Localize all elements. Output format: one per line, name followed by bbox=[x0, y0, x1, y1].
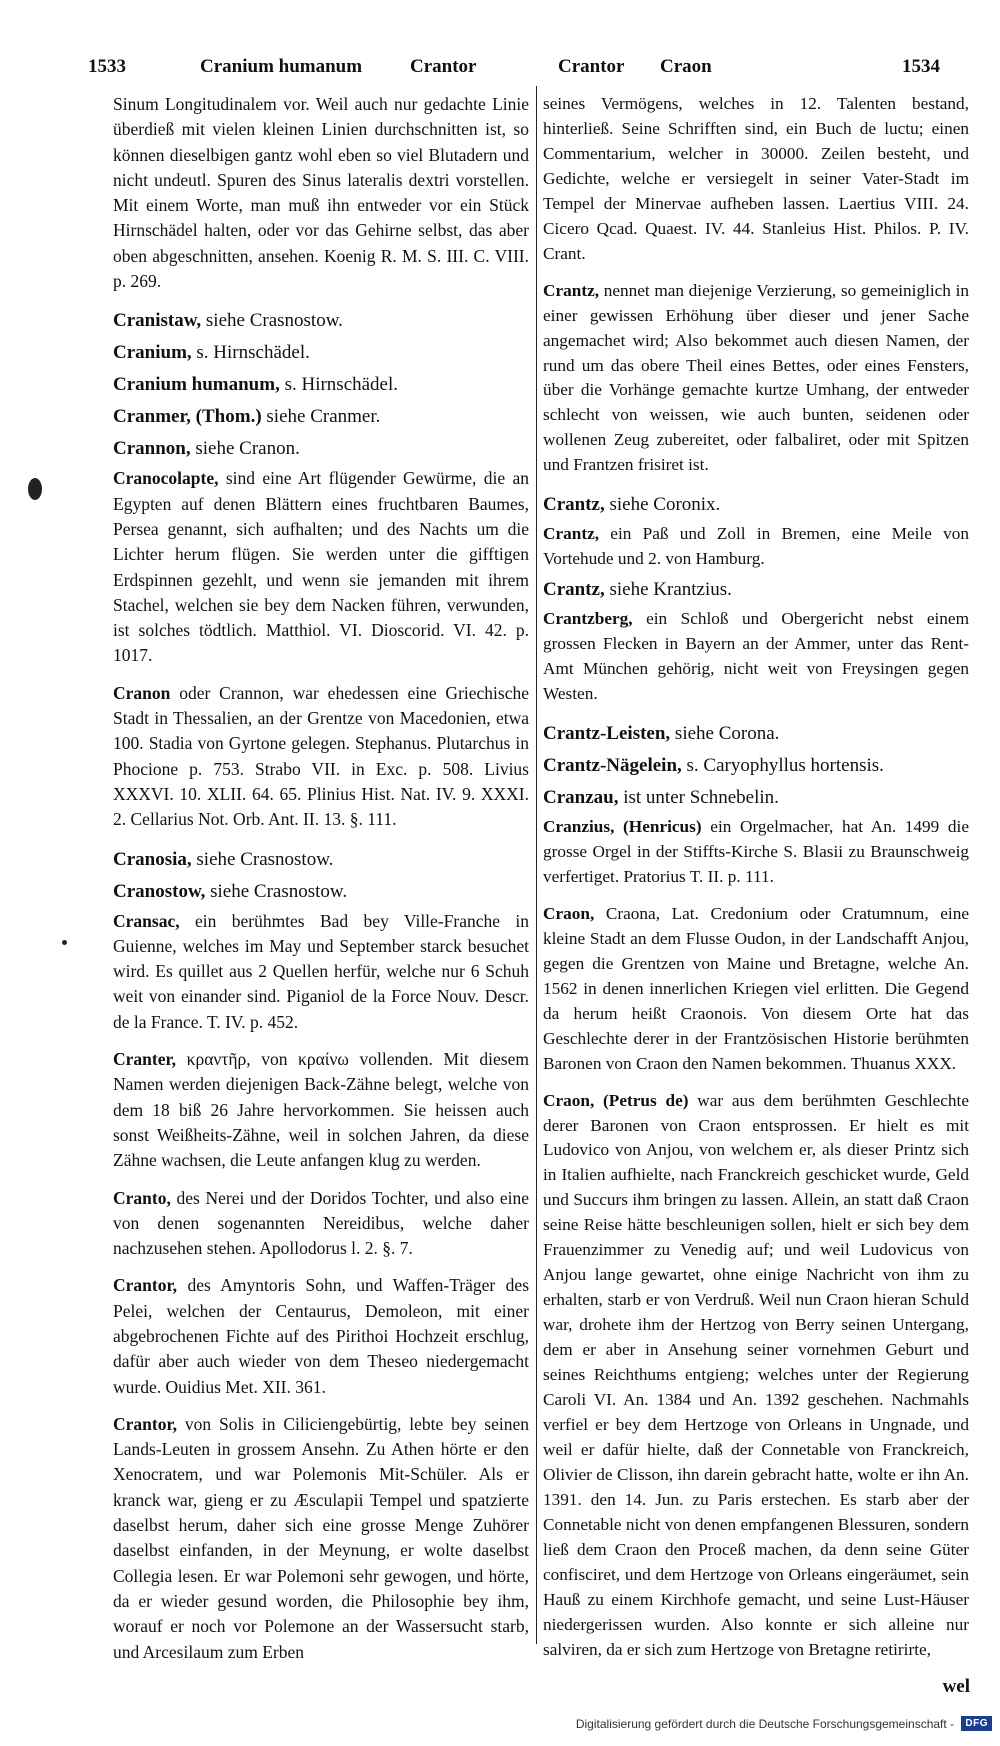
lexicon-entry bbox=[113, 1047, 529, 1173]
entry-text: s. Hirnschädel. bbox=[196, 342, 310, 364]
entry-headword: Cranto, bbox=[113, 1187, 171, 1208]
lexicon-entry bbox=[543, 1089, 969, 1663]
ink-blot bbox=[28, 478, 42, 500]
lexicon-entry bbox=[543, 783, 969, 813]
entry-headword: Cranium humanum, bbox=[113, 374, 280, 396]
footer-text: Digitalisierung gefördert durch die Deutsche Forschungsgemeinschaft - bbox=[575, 1716, 955, 1731]
ink-blot bbox=[62, 940, 67, 945]
entry-headword: Crantor, bbox=[113, 1413, 178, 1434]
lexicon-entry bbox=[113, 1273, 529, 1399]
entry-text: seines Vermögens, welches in 12. Talenten bestand, hinterließ. Seine Schrifften sind, ein Buch de luctu; einen Commentarium, welcher in 30000. Zeilen besteht, und Gedichte, welche er versiegelt in seiner Vater-Stadt im Tempel der Minervae aufheben lassen. Laertius VIII. 24. Cicero Qcad. Quaest. IV. 44. Stanleius Hist. Philos. P. IV. Crant. bbox=[543, 94, 969, 263]
entry-text: s. Caryophyllus hortensis. bbox=[686, 755, 884, 777]
lexicon-entry bbox=[113, 306, 529, 336]
page-number-left: 1533 bbox=[88, 56, 126, 77]
lexicon-entry bbox=[113, 877, 529, 907]
entry-text: ist unter Schnebelin. bbox=[623, 787, 779, 809]
header-right-keyword: Crantor bbox=[558, 56, 625, 77]
entry-headword: Cranzau, bbox=[543, 787, 619, 809]
header-left-keyword-2: Crantor bbox=[410, 56, 477, 77]
entry-text: siehe Crasnostow. bbox=[210, 880, 348, 902]
entry-text: des Nerei und der Doridos Tochter, und also eine von denen sogenannten Nereidibus, welche daher nachzusehen stehen. Apollodorus l. 2. §. 7. bbox=[113, 1187, 530, 1259]
lexicon-entry bbox=[113, 845, 529, 875]
entry-text: siehe Krantzius. bbox=[609, 579, 732, 601]
entry-text: siehe Crasnostow. bbox=[205, 310, 343, 332]
lexicon-entry bbox=[113, 370, 529, 400]
lexicon-entry bbox=[113, 681, 529, 833]
lexicon-entry bbox=[543, 607, 969, 707]
entry-text: war aus dem berühmten Geschlechte derer Baronen von Craon entsprossen. Er hielt es mit Ludovico von Anjou, von welchem er, als dieser Printz sich in Italien aufhielte, nach Franckreich geschicket wurde, Geld und Succurs ihm bringen zu lassen. Allein, an statt daß Craon seine Reise hätte beschleunigen sollen, hielt er sich bey dem Frauenzimmer zu Venedig auf; und weil Ludovicus von Anjou lange gewartet, ohne einige Nachricht von ihm zu erhalten, starb er von Verdruß. Weil nun Craon hieran Schuld war, drohete ihm der Hertzog von Berry seinen Untergang, dem er aber in Ansehung seiner vornehmen Geburt und seines Reichthums entgieng; welches unter der Regierung Caroli VI. An. 1384 und An. 1392 geschehen. Nachmahls verfiel er bey dem Hertzoge von Orleans in Ungnade, und weil er dafür hielte, daß der Connetable von Franckreich, Olivier de Clisson, ihn darein gebracht hatte, wolte er ihn An. 1391. den 14. Jun. zu Paris erstechen. Es starb aber der Connetable nicht von denen empfangenen Blessuren, sondern ließ dem Craon den Proceß machen, da denn seine Güter confisciret, und dem Hertzoge von Orleans eingeräumet, sein Hauß zu einem Kirchhofe gemacht, und seine Lust-Häuser niedergerissen wurden. Also konnte er sich alleine nur salviren, da er sich zum Hertzoge von Bretagne retirirte, bbox=[543, 1090, 969, 1659]
entry-headword: Cranmer, (Thom.) bbox=[113, 406, 262, 428]
entry-headword: Cranosia, bbox=[113, 848, 192, 870]
header-right-keyword-2: Craon bbox=[660, 56, 712, 77]
running-header bbox=[88, 56, 940, 86]
header-left-keyword: Cranium humanum bbox=[200, 56, 363, 77]
entry-text: ein Paß und Zoll in Bremen, eine Meile von Vortehude und 2. von Hamburg. bbox=[543, 524, 970, 569]
entry-headword: Cranzius, (Henricus) bbox=[543, 817, 702, 837]
entry-headword: Cranocolapte, bbox=[113, 468, 219, 489]
lexicon-entry bbox=[113, 402, 529, 432]
entry-headword: Crantz, bbox=[543, 280, 600, 300]
entry-text: siehe Cranmer. bbox=[266, 406, 381, 428]
lexicon-entry bbox=[543, 751, 969, 781]
lexicon-entry bbox=[113, 1412, 529, 1665]
entry-headword: Cransac, bbox=[113, 910, 180, 931]
entry-headword: Crantz, bbox=[543, 494, 605, 516]
entry-text: ein Orgelmacher, hat An. 1499 die grosse Orgel in der Stiffts-Kirche S. Blasii zu Braunschweig verfertiget. Pratorius T. II. p. 111. bbox=[543, 817, 970, 886]
entry-headword: Cranostow, bbox=[113, 880, 206, 902]
dfg-logo: DFG bbox=[961, 1716, 992, 1731]
lexicon-entry bbox=[113, 909, 529, 1035]
entry-headword: Craon, (Petrus de) bbox=[543, 1090, 689, 1110]
entry-text: siehe Cranon. bbox=[195, 438, 300, 460]
lexicon-entry bbox=[113, 1186, 529, 1262]
page-number-right: 1534 bbox=[902, 56, 940, 77]
entry-text: siehe Crasnostow. bbox=[196, 848, 334, 870]
entry-text: von Solis in Ciliciengebürtig, lebte bey seinen Lands-Leuten in grossem Ansehn. Zu Athen hörte er den Xenocratem, und war Polemonis Mit-Schüler. Als er kranck war, gieng er zu Æsculapii Tempel und spatzierte daselbst herum, daher sich eine grosse Menge Zuhörer daselbst einfanden, in der Meynung, er wolte daselbst Collegia lesen. Er war Polemoni sehr gewogen, und hörte, da er wieder gesund worden, die Philosophie bey ihm, worauf er noch vor Polemone an der Wassersucht starb, und Arcesilaum zum Erben bbox=[113, 1413, 529, 1662]
entry-text: oder Crannon, war ehedessen eine Griechische Stadt in Thessalien, an der Grentze von Macedonien, etwa 100. Stadia von Gyrtone gelegen. Stephanus. Plutarchus in Phocione p. 753. Strabo VII. in Exc. p. 508. Livius XXXVI. 10. XLII. 64. 65. Plinius Hist. Nat. IV. 9. XXXI. 2. Cellarius Not. Orb. Ant. II. 13. §. 111. bbox=[113, 682, 529, 830]
entry-text: Sinum Longitudinalem vor. Weil auch nur gedachte Linie überdieß mit vielen kleinen Linien durchschnitten ist, so können dieselbigen gantz wohl eben so viel Blutadern und nicht undeutl. Spuren des Sinus lateralis dextri vorstellen. Mit einem Worte, man muß ihn entweder vor ein Stück Hirnschädel halten, oder vor das Gehirne selbst, das aber oben abgeschnitten, ansehen. Koenig R. M. S. III. C. VIII. p. 269. bbox=[113, 94, 529, 292]
entry-headword: Crantzberg, bbox=[543, 609, 633, 629]
lexicon-entry bbox=[113, 466, 529, 668]
footer bbox=[0, 1716, 992, 1738]
entry-headword: Cranon bbox=[113, 682, 171, 703]
entry-headword: Cranistaw, bbox=[113, 310, 202, 332]
entry-text: Craona, Lat. Credonium oder Cratumnum, eine kleine Stadt an dem Flusse Oudon, in der Landschafft Anjou, gegen die Grentzen von Maine und Bretagne, welche An. 1562 in denen innerlichen Kriegen viel erlitten. Die Gegend da herum heißt Craonois. Von diesem Orte hat das Geschlechte derer in der Frantzösischen Historie berühmten Baronen von Craon den Namen bekommen. Thuanus XXX. bbox=[543, 903, 969, 1073]
entry-text: siehe Corona. bbox=[674, 723, 780, 745]
entry-text: ein berühmtes Bad bey Ville-Franche in Guienne, welches im May und September starck besuchet wird. Es quillet aus 2 Quellen herfür, welche nur 6 Schuh weit von einander sind. Piganiol de la Force Nouv. Descr. de la France. T. IV. p. 452. bbox=[113, 910, 529, 1032]
entry-headword: Cranium, bbox=[113, 342, 192, 364]
entry-headword: Crannon, bbox=[113, 438, 191, 460]
entry-headword: Crantz-Leisten, bbox=[543, 723, 671, 745]
lexicon-entry bbox=[543, 522, 969, 572]
entry-headword: Crantz, bbox=[543, 524, 600, 544]
entry-text: ein Schloß und Obergericht nebst einem grossen Flecken in Bayern an der Ammer, unter das Rent-Amt München gehörig, nicht weit von Freysingen gegen Westen. bbox=[543, 609, 970, 704]
lexicon-entry bbox=[113, 434, 529, 464]
entry-text: s. Hirnschädel. bbox=[284, 374, 399, 396]
entry-headword: Craon, bbox=[543, 903, 595, 923]
column-divider bbox=[536, 86, 537, 1644]
entry-text: siehe Coronix. bbox=[609, 494, 721, 516]
lexicon-entry bbox=[543, 719, 969, 749]
entry-headword: Crantor, bbox=[113, 1275, 178, 1296]
lexicon-entry bbox=[543, 279, 969, 479]
lexicon-entry bbox=[543, 902, 969, 1077]
entry-text: κραντῆρ, von κραίνω vollenden. Mit diesem Namen werden diejenigen Back-Zähne belegt, welche von dem 18 biß 26 Jahre hervorkommen. Sie heissen auch sonst Weißheits-Zähne, weil in solchen Jahren, da diese Zähne wachsen, die Leute anfangen klug zu werden. bbox=[113, 1049, 530, 1171]
right-column bbox=[543, 92, 969, 1674]
entry-headword: Crantz, bbox=[543, 579, 605, 601]
lexicon-entry bbox=[543, 490, 969, 520]
lexicon-entry bbox=[543, 815, 969, 890]
entry-text: sind eine Art flügender Gewürme, die an Egypten auf denen Blättern eines fruchtbaren Baumes, Persea genannt, sich aufhalten; und des Nachts um die Lichter herum flügen. Sie werden unter die gifftigen Erdspinnen gezehlt, und wenn sie jemanden mit ihrem Stachel, welchen sie bey dem Nacken führen, verwunden, ist solches tödtlich. Matthiol. VI. Dioscorid. VI. 42. p. 1017. bbox=[113, 468, 529, 666]
lexicon-entry bbox=[113, 92, 529, 294]
entry-headword: Crantz-Nägelein, bbox=[543, 755, 682, 777]
entry-text: nennet man diejenige Verzierung, so gemeiniglich in einer gewissen Erhöhung über dieser und jener Sache angemachet wird; Also bekommet auch diesen Namen, der rund um das obere Theil eines Bettes, oder eines Fensters, über die Vorhänge gemachte kurtze Umhang, der entweder schlecht von weissen, wie auch bunten, seidenen oder wollenen Zeug zubereitet, oder falbaliret, oder mit Spitzen und Frantzen frisiret ist. bbox=[543, 280, 969, 475]
entry-text: des Amyntoris Sohn, und Waffen-Träger des Pelei, welchen der Centaurus, Demoleon, mit einer abgebrochenen Fichte auf des Pirithoi Hochzeit erschlug, dafür aber auch wieder von dem Theseo niedergemacht wurde. Ouidius Met. XII. 361. bbox=[113, 1275, 530, 1397]
lexicon-entry bbox=[543, 92, 969, 267]
catchword: wel bbox=[942, 1676, 970, 1697]
lexicon-entry bbox=[113, 338, 529, 368]
entry-headword: Cranter, bbox=[113, 1049, 177, 1070]
lexicon-entry bbox=[543, 575, 969, 605]
left-column bbox=[113, 92, 529, 1677]
